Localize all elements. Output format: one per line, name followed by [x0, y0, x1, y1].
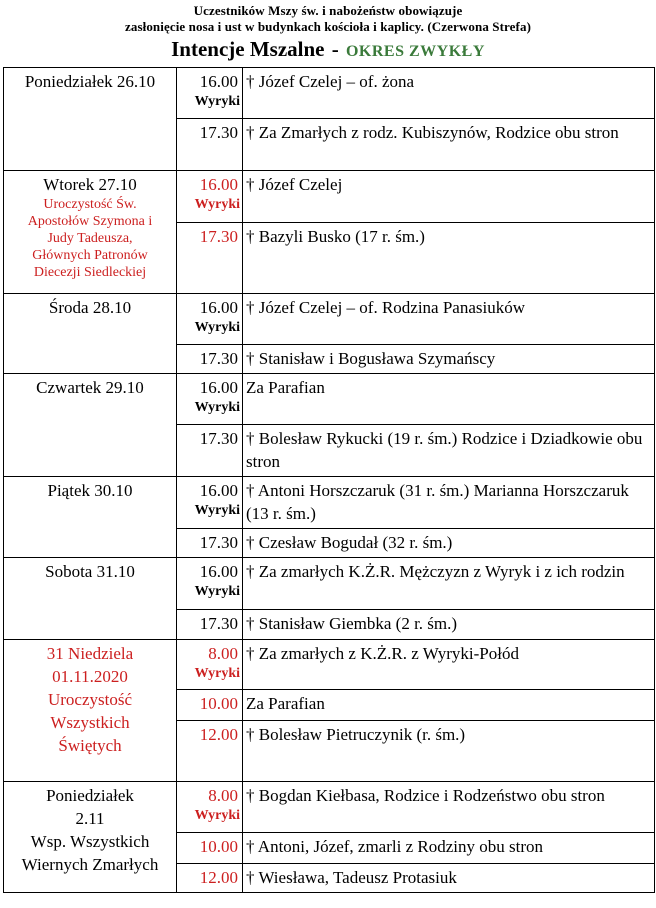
intentions-table	[3, 67, 655, 893]
intention-cell	[243, 477, 655, 529]
page-title	[0, 37, 656, 64]
feast-description: Diecezji Siedleckiej	[33, 265, 147, 280]
mass-intention: † Bolesław Pietruczynik (r. śm.)	[246, 725, 466, 744]
intention-cell	[243, 833, 655, 864]
mass-location: Wyryki	[194, 666, 240, 681]
mass-row	[4, 171, 655, 223]
mass-time: 17.30	[199, 429, 238, 448]
intention-cell	[243, 345, 655, 374]
intention-cell	[243, 119, 655, 171]
intention-cell	[243, 171, 655, 223]
time-cell	[177, 690, 243, 721]
mass-location: Wyryki	[194, 320, 240, 335]
mass-intention: † Józef Czelej	[246, 175, 343, 194]
mass-time: 17.30	[199, 349, 238, 368]
day-cell	[4, 374, 177, 477]
day-name: 31 Niedziela	[46, 644, 134, 663]
feast-description: Uroczystość Św.	[43, 197, 137, 212]
mass-row	[4, 782, 655, 833]
time-cell	[177, 782, 243, 833]
intention-cell	[243, 374, 655, 425]
intention-cell	[243, 864, 655, 893]
mass-time: 16.00	[199, 481, 238, 500]
day-name: Wsp. Wszystkich	[30, 832, 150, 851]
mass-location: Wyryki	[194, 400, 240, 415]
mass-intention: † Stanisław Giembka (2 r. śm.)	[246, 614, 458, 633]
mass-intention: † Bogdan Kiełbasa, Rodzice i Rodzeństwo obu stron	[246, 786, 605, 805]
mass-intention: † Antoni, Józef, zmarli z Rodziny obu stron	[246, 837, 543, 856]
day-cell	[4, 171, 177, 294]
mass-time: 10.00	[199, 694, 238, 713]
title-separator: -	[331, 37, 339, 61]
day-name: 01.11.2020	[52, 667, 128, 686]
day-cell	[4, 294, 177, 374]
notice-line-2: zasłonięcie nosa i ust w budynkach kościoła i kaplicy. (Czerwona Strefa)	[124, 19, 531, 34]
mass-row	[4, 477, 655, 529]
mass-intention: † Wiesława, Tadeusz Protasiuk	[246, 868, 457, 887]
intention-cell	[243, 529, 655, 558]
mass-intention: † Bazyli Busko (17 r. śm.)	[246, 227, 425, 246]
mass-intention: † Za Zmarłych z rodz. Kubiszynów, Rodzice obu stron	[246, 123, 619, 142]
day-name: Sobota 31.10	[45, 562, 135, 581]
mass-time: 16.00	[199, 175, 238, 194]
mass-intention: † Józef Czelej – of. żona	[246, 72, 415, 91]
time-cell	[177, 171, 243, 223]
mass-time: 16.00	[199, 298, 238, 317]
feast-description: Głównych Patronów	[32, 248, 148, 263]
time-cell	[177, 345, 243, 374]
time-cell	[177, 610, 243, 640]
mass-location: Wyryki	[194, 808, 240, 823]
mass-time: 12.00	[199, 725, 238, 744]
time-cell	[177, 119, 243, 171]
day-name: Wtorek 27.10	[43, 175, 137, 194]
mass-intention: † Bolesław Rykucki (19 r. śm.) Rodzice i Dziadkowie obu stron	[246, 429, 643, 471]
mass-time: 12.00	[199, 868, 238, 887]
mass-intention: † Józef Czelej – of. Rodzina Panasiuków	[246, 298, 526, 317]
intention-cell	[243, 640, 655, 690]
intention-cell	[243, 425, 655, 477]
time-cell	[177, 833, 243, 864]
intention-cell	[243, 558, 655, 610]
time-cell	[177, 223, 243, 294]
mass-time: 8.00	[208, 644, 238, 663]
time-cell	[177, 558, 243, 610]
intention-cell	[243, 294, 655, 345]
day-name: 2.11	[75, 809, 105, 828]
day-name: Wszystkich	[50, 713, 130, 732]
mass-intention: Za Parafian	[246, 694, 325, 713]
mass-time: 17.30	[199, 123, 238, 142]
mass-location: Wyryki	[194, 584, 240, 599]
day-name: Poniedziałek 26.10	[24, 72, 156, 91]
mass-time: 16.00	[199, 378, 238, 397]
time-cell	[177, 68, 243, 119]
intention-cell	[243, 782, 655, 833]
day-cell	[4, 68, 177, 171]
notice	[0, 0, 656, 35]
time-cell	[177, 864, 243, 893]
day-cell	[4, 782, 177, 893]
mass-row	[4, 294, 655, 345]
mass-time: 17.30	[199, 227, 238, 246]
mass-row	[4, 68, 655, 119]
mass-location: Wyryki	[194, 94, 240, 109]
time-cell	[177, 477, 243, 529]
mass-intention: † Za zmarłych K.Ż.R. Mężczyzn z Wyryk i z ich rodzin	[246, 562, 625, 581]
intention-cell	[243, 223, 655, 294]
day-name: Wiernych Zmarłych	[21, 855, 159, 874]
mass-intention: † Antoni Horszczaruk (31 r. śm.) Marianna Horszczaruk (13 r. śm.)	[246, 481, 629, 523]
day-cell	[4, 558, 177, 640]
time-cell	[177, 294, 243, 345]
notice-line-1: Uczestników Mszy św. i nabożeństw obowiązuje	[193, 3, 463, 18]
time-cell	[177, 374, 243, 425]
mass-row	[4, 374, 655, 425]
day-name: Poniedziałek	[46, 786, 134, 805]
day-name: Piątek 30.10	[47, 481, 133, 500]
feast-description: Judy Tadeusza,	[47, 231, 133, 246]
mass-time: 16.00	[199, 562, 238, 581]
mass-location: Wyryki	[194, 197, 240, 212]
mass-time: 10.00	[199, 837, 238, 856]
day-name: Uroczystość	[47, 690, 133, 709]
day-name: Świętych	[58, 736, 122, 755]
intention-cell	[243, 690, 655, 721]
time-cell	[177, 425, 243, 477]
day-cell	[4, 477, 177, 558]
day-cell	[4, 640, 177, 782]
day-name: Czwartek 29.10	[36, 378, 144, 397]
intention-cell	[243, 68, 655, 119]
mass-time: 17.30	[199, 533, 238, 552]
mass-row	[4, 640, 655, 690]
time-cell	[177, 640, 243, 690]
mass-time: 17.30	[199, 614, 238, 633]
mass-intention: † Za zmarłych z K.Ż.R. z Wyryki-Połód	[246, 644, 519, 663]
mass-intention: † Stanisław i Bogusława Szymańscy	[246, 349, 496, 368]
day-name: Środa 28.10	[48, 298, 132, 317]
mass-row	[4, 558, 655, 610]
intention-cell	[243, 721, 655, 782]
mass-time: 8.00	[208, 786, 238, 805]
season-label: OKRES ZWYKŁY	[345, 43, 485, 60]
intention-cell	[243, 610, 655, 640]
time-cell	[177, 721, 243, 782]
mass-location: Wyryki	[194, 503, 240, 518]
title-text: Intencje Mszalne	[171, 37, 325, 61]
feast-description: Apostołów Szymona i	[27, 214, 153, 229]
mass-time: 16.00	[199, 72, 238, 91]
mass-intention: Za Parafian	[246, 378, 325, 397]
time-cell	[177, 529, 243, 558]
mass-intention: † Czesław Bogudał (32 r. śm.)	[246, 533, 453, 552]
